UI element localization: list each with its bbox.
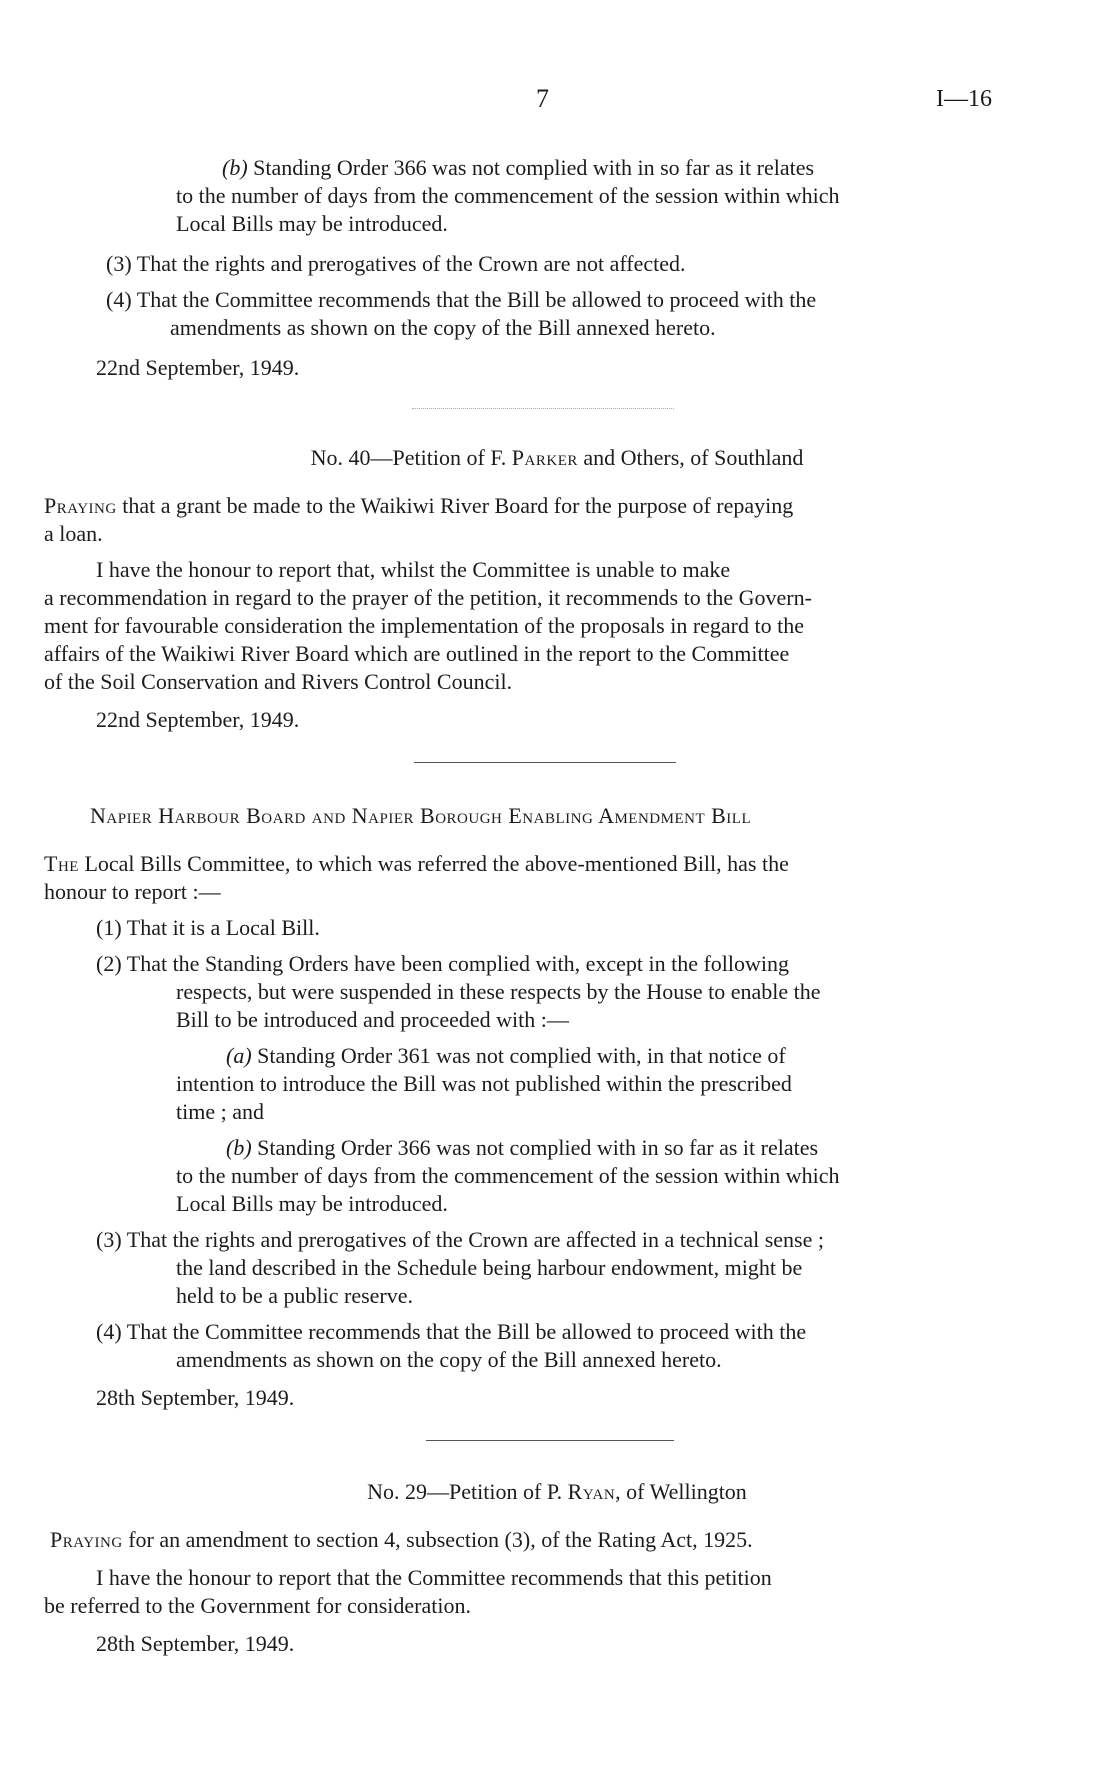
napier-item-a-line3: time ; and: [176, 1099, 264, 1124]
napier-item-b-line3: Local Bills may be introduced.: [176, 1191, 448, 1216]
petition-29-title: [0, 1478, 1114, 1506]
petition-29-report-line2: be referred to the Government for consideration.: [44, 1593, 471, 1618]
petition-29-title-name: Ryan: [567, 1479, 616, 1504]
item-b-line2: to the number of days from the commencement of the session within which: [176, 183, 840, 208]
section-divider: [426, 1440, 674, 1441]
napier-item-3-line3: held to be a public reserve.: [176, 1283, 414, 1308]
napier-item-4-line1: (4) That the Committee recommends that the Bill be allowed to proceed with the: [96, 1319, 807, 1344]
napier-intro-line2: honour to report :—: [44, 879, 221, 904]
page-number: 7: [536, 84, 549, 113]
napier-item-2-line3: Bill to be introduced and proceeded with :—: [176, 1007, 569, 1032]
petition-29-praying: [50, 1526, 753, 1554]
napier-item-2-line2: respects, but were suspended in these respects by the House to enable the: [176, 979, 821, 1004]
item-b-label: (b): [226, 1135, 252, 1160]
item-b-line3: Local Bills may be introduced.: [176, 211, 448, 236]
napier-item-a-line1: [226, 1042, 786, 1070]
intro-text: Local Bills Committee, to which was referred the above-mentioned Bill, has the: [78, 851, 789, 876]
petition-40-praying: [44, 492, 793, 520]
petition-29-title-post: , of Wellington: [615, 1479, 747, 1504]
paper-code: I—16: [936, 86, 992, 112]
petition-40-title: [0, 444, 1114, 472]
intro-word: The: [44, 851, 79, 876]
section-date: 22nd September, 1949.: [96, 355, 300, 380]
napier-date: 28th September, 1949.: [96, 1385, 295, 1410]
petition-40-title-pre: No. 40—Petition of F.: [310, 445, 512, 470]
petition-29-date: 28th September, 1949.: [96, 1631, 295, 1656]
petition-40-praying-line2: a loan.: [44, 521, 103, 546]
praying-word: Praying: [44, 493, 117, 518]
petition-40-report-line3: ment for favourable consideration the implementation of the proposals in regard to the: [44, 613, 804, 638]
petition-40-report-line2: a recommendation in regard to the prayer of the petition, it recommends to the Govern-: [44, 585, 812, 610]
petition-40-report-line5: of the Soil Conservation and Rivers Control Council.: [44, 669, 513, 694]
napier-bill-title: Napier Harbour Board and Napier Borough Enabling Amendment Bill: [90, 803, 752, 828]
napier-item-3-line1: (3) That the rights and prerogatives of the Crown are affected in a technical sense ;: [96, 1227, 824, 1252]
napier-item-a-line2: intention to introduce the Bill was not published within the prescribed: [176, 1071, 792, 1096]
section-divider: [414, 762, 676, 763]
item-b-line1: [222, 154, 814, 182]
napier-item-3-line2: the land described in the Schedule being harbour endowment, might be: [176, 1255, 803, 1280]
napier-item-2-line1: (2) That the Standing Orders have been complied with, except in the following: [96, 951, 790, 976]
napier-item-b-line1: [226, 1134, 818, 1162]
item-b-label: (b): [222, 155, 248, 180]
item-b-text: Standing Order 366 was not complied with in so far as it relates: [253, 155, 815, 180]
napier-intro-line1: [44, 850, 789, 878]
petition-29-title-pre: No. 29—Petition of P.: [367, 1479, 568, 1504]
napier-item-b-line2: to the number of days from the commencement of the session within which: [176, 1163, 840, 1188]
petition-40-report-line4: affairs of the Waikiwi River Board which are outlined in the report to the Committee: [44, 641, 790, 666]
petition-40-report-line1: I have the honour to report that, whilst the Committee is unable to make: [96, 557, 731, 582]
petition-40-title-post: and Others, of Southland: [577, 445, 804, 470]
praying-text: for an amendment to section 4, subsection (3), of the Rating Act, 1925.: [122, 1527, 753, 1552]
napier-item-1: (1) That it is a Local Bill.: [96, 915, 320, 940]
petition-40-date: 22nd September, 1949.: [96, 707, 300, 732]
section-divider: [412, 408, 674, 409]
item-b-text: Standing Order 366 was not complied with in so far as it relates: [257, 1135, 819, 1160]
petition-40-title-name: Parker: [511, 445, 578, 470]
item-4-line2: amendments as shown on the copy of the Bill annexed hereto.: [170, 315, 716, 340]
napier-item-4-line2: amendments as shown on the copy of the Bill annexed hereto.: [176, 1347, 722, 1372]
item-a-text: Standing Order 361 was not complied with, in that notice of: [257, 1043, 786, 1068]
praying-text: that a grant be made to the Waikiwi River Board for the purpose of repaying: [116, 493, 794, 518]
praying-word: Praying: [50, 1527, 123, 1552]
petition-29-report-line1: I have the honour to report that the Committee recommends that this petition: [96, 1565, 772, 1590]
item-3: (3) That the rights and prerogatives of the Crown are not affected.: [106, 251, 686, 276]
item-4-line1: (4) That the Committee recommends that the Bill be allowed to proceed with the: [106, 287, 817, 312]
item-a-label: (a): [226, 1043, 252, 1068]
